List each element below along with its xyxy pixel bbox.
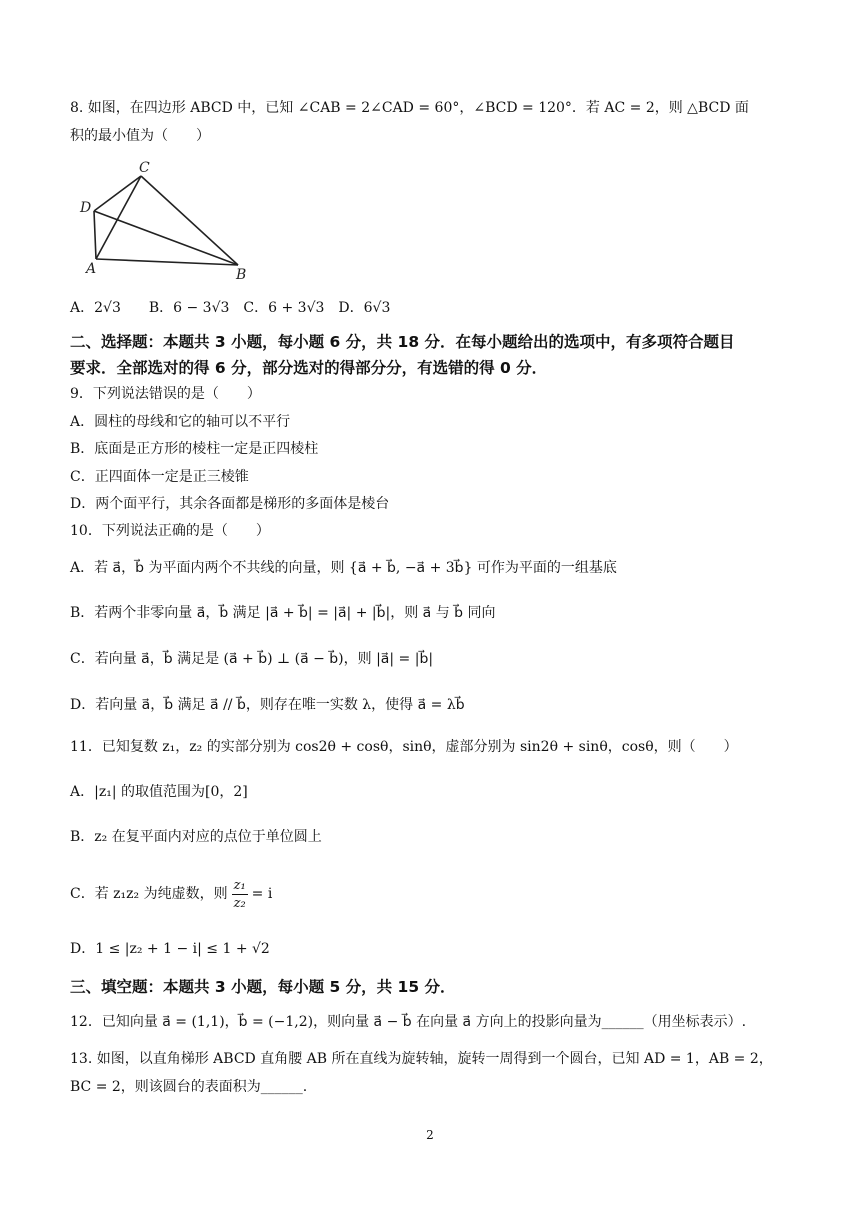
q9-option-b: B．底面是正方形的棱柱一定是正四棱柱 (70, 441, 319, 457)
q11-option-c-suffix: = i (251, 886, 273, 902)
fraction (232, 877, 248, 912)
diagonal-BD (94, 211, 238, 265)
q8-stem-line2: 积的最小值为（ ） (70, 128, 210, 144)
edge-DA (94, 211, 96, 259)
q11-option-c (70, 872, 790, 916)
edge-CD (94, 176, 141, 211)
q10-option-a: A．若 a⃗，b⃗ 为平面内两个不共线的向量，则 {a⃗ + b⃗, −a⃗ + 3b⃗} 可作为平面的一组基底 (70, 560, 617, 576)
diagonal-AC (96, 176, 141, 259)
section2-heading-line1: 二、选择题：本题共 3 小题，每小题 6 分，共 18 分．在每小题给出的选项中，有多项符合题目 (70, 333, 735, 351)
q11-stem: 11．已知复数 z₁，z₂ 的实部分别为 cos2θ + cosθ，sinθ，虚部分别为 sin2θ + sinθ，cosθ，则（ ） (70, 739, 738, 755)
q11-option-a: A．|z₁| 的取值范围为[0，2] (70, 784, 248, 800)
page-number: 2 (426, 1128, 434, 1142)
edge-AB (96, 259, 238, 265)
q8-stem-line1: 8. 如图，在四边形 ABCD 中，已知 ∠CAB = 2∠CAD = 60°，∠BCD = 120°．若 AC = 2，则 △BCD 面 (70, 100, 749, 116)
q10-option-c: C．若向量 a⃗，b⃗ 满足是 (a⃗ + b⃗) ⊥ (a⃗ − b⃗)，则 |a⃗| = |b⃗| (70, 651, 434, 667)
label-D: D (80, 200, 92, 216)
q9-option-a: A．圆柱的母线和它的轴可以不平行 (70, 414, 291, 430)
q9-option-c: C．正四面体一定是正三棱锥 (70, 469, 249, 485)
q13-line1: 13. 如图，以直角梯形 ABCD 直角腰 AB 所在直线为旋转轴，旋转一周得到一个圆台，已知 AD = 1，AB = 2， (70, 1051, 773, 1067)
q13-line2: BC = 2，则该圆台的表面积为______. (70, 1079, 308, 1095)
q11-option-d: D．1 ≤ |z₂ + 1 − i| ≤ 1 + √2 (70, 941, 270, 957)
q11-option-c-prefix: C．若 z₁z₂ 为纯虚数，则 (70, 886, 228, 902)
q8-options: A．2√3 B．6 − 3√3 C．6 + 3√3 D．6√3 (70, 300, 391, 316)
section3-heading: 三、填空题：本题共 3 小题，每小题 5 分，共 15 分． (70, 978, 456, 996)
label-A: A (86, 261, 97, 277)
section2-heading-line2: 要求．全部选对的得 6 分，部分选对的得部分分，有选错的得 0 分． (70, 359, 548, 377)
q11-option-b: B．z₂ 在复平面内对应的点位于单位圆上 (70, 829, 322, 845)
q10-option-d: D．若向量 a⃗，b⃗ 满足 a⃗ // b⃗，则存在唯一实数 λ，使得 a⃗ = λb⃗ (70, 697, 465, 713)
edge-BC (141, 176, 238, 265)
fraction-denominator: z₂ (233, 895, 246, 911)
label-B: B (236, 267, 247, 283)
q9-stem: 9．下列说法错误的是（ ） (70, 386, 261, 402)
q10-option-b: B．若两个非零向量 a⃗，b⃗ 满足 |a⃗ + b⃗| = |a⃗| + |b⃗|，则 a⃗ 与 b⃗ 同向 (70, 605, 496, 621)
quadrilateral-figure (76, 158, 266, 288)
q12-text: 12．已知向量 a⃗ = (1,1)，b⃗ = (−1,2)，则向量 a⃗ − b⃗ 在向量 a⃗ 方向上的投影向量为______（用坐标表示）. (70, 1014, 747, 1030)
fraction-numerator: z₁ (233, 877, 246, 893)
label-C: C (139, 160, 150, 176)
q10-stem: 10．下列说法正确的是（ ） (70, 523, 270, 539)
q9-option-d: D．两个面平行，其余各面都是梯形的多面体是棱台 (70, 496, 390, 512)
